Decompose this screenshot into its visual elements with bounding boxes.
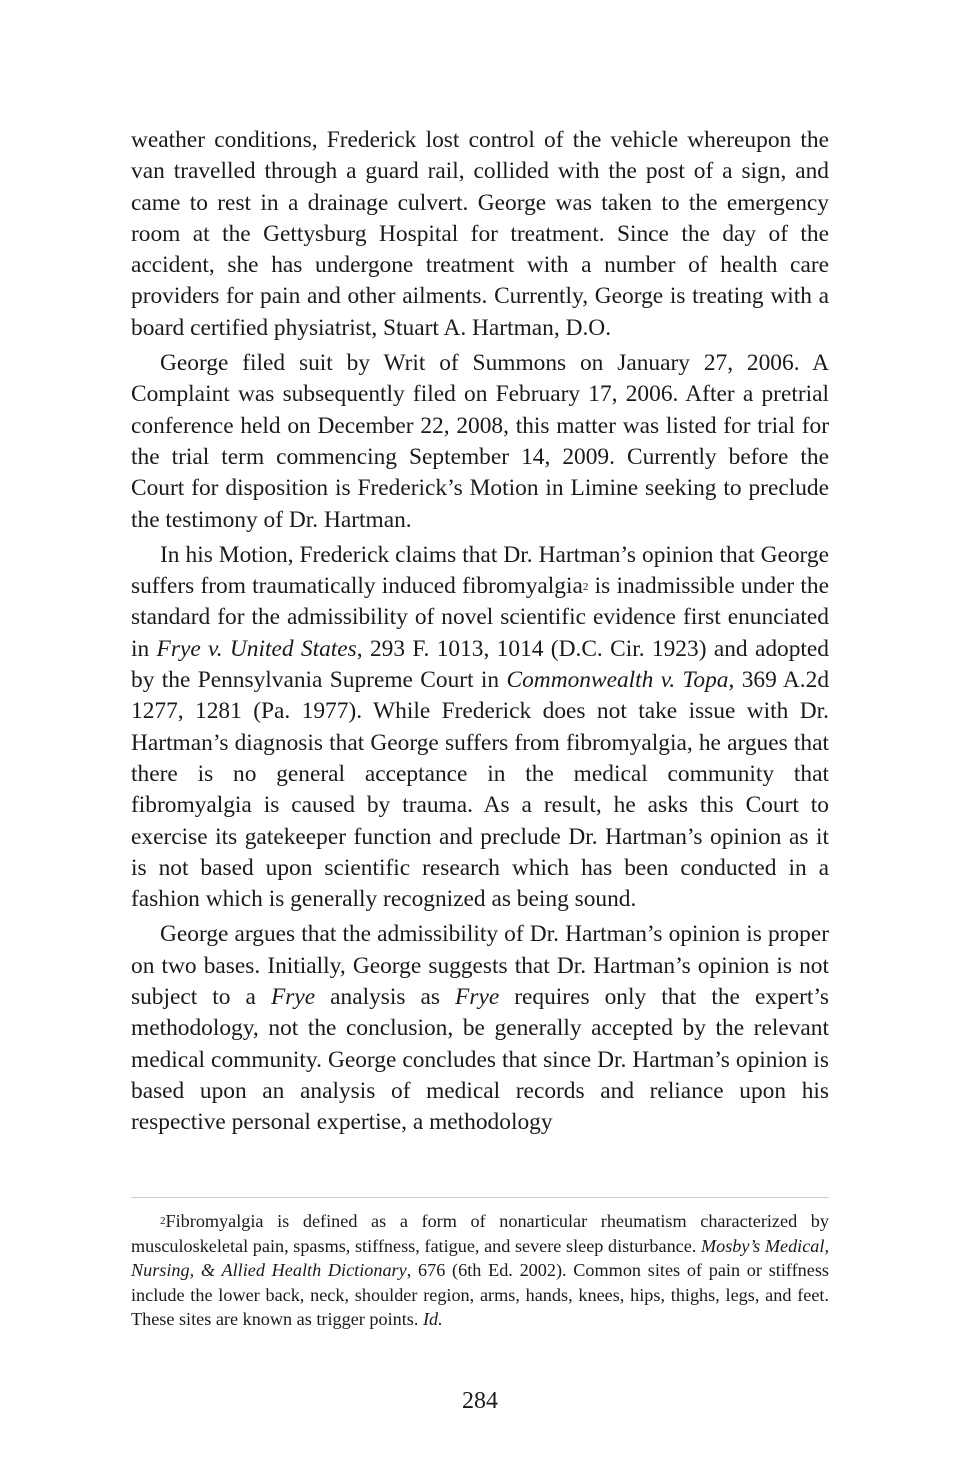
- paragraph-3: [131, 540, 829, 916]
- frye-reference-1: Frye: [270, 984, 316, 1011]
- footnote-text-a: Fibromyalgia is defined as a form of nonarticular rheumatism characterized by musculoskeletal pain, spasms, stiffness, fatigue, and severe sleep disturbance.: [131, 1211, 829, 1256]
- footnote-source: Mosby’s Medical, Nursing, & Allied Health Dictionary: [131, 1235, 829, 1281]
- footnote: [131, 1209, 829, 1332]
- footnote-reference: 2: [582, 581, 589, 594]
- paragraph-4-text-a: George argues that the admissibility of Dr. Hartman’s opinion is proper on two bases. Initially, George suggests that Dr. Hartman’s opinion is not subject to a: [131, 921, 829, 1011]
- footnote-marker: 2: [160, 1215, 166, 1227]
- paragraph-3-text-a: In his Motion, Frederick claims that Dr. Hartman’s opinion that George suffers from traumatically induced fibromyalgia: [131, 541, 829, 600]
- footnote-text-b: , 676 (6th Ed. 2002). Common sites of pain or stiffness include the lower back, neck, shoulder region, arms, hands, knees, hips, thighs, legs, and feet. These sites are known as trigger points.: [131, 1260, 829, 1330]
- paragraph-4: [131, 919, 829, 1138]
- paragraph-3-text-c: , 293 F. 1013, 1014 (D.C. Cir. 1923) and adopted by the Pennsylvania Supreme Court in: [131, 635, 829, 694]
- main-text: [131, 125, 829, 1143]
- frye-reference-2: Frye: [455, 984, 500, 1011]
- paragraph-4-text-c: requires only that the expert’s methodology, not the conclusion, be generally accepted by the relevant medical community. George concludes that since Dr. Hartman’s opinion is based upon an analysis of medical records and reliance upon his respective personal expertise, a methodology: [131, 984, 829, 1136]
- case-citation-topa: Commonwealth v. Topa: [506, 667, 729, 694]
- footnote-id: Id.: [422, 1309, 443, 1330]
- paragraph-1: weather conditions, Frederick lost control of the vehicle whereupon the van travelled through a guard rail, collided with the post of a sign, and came to rest in a drainage culvert. George was taken to the emergency room at the Gettysburg Hospital for treatment. Since the day of the accident, she has undergone treatment with a number of health care providers for pain and other ailments. Currently, George is treating with a board certified physiatrist, Stuart A. Hartman, D.O.: [131, 127, 829, 341]
- paragraph-4-text-b: analysis as: [315, 984, 456, 1011]
- paragraph-3-text-b: is inadmissible under the standard for the admissibility of novel scientific evidence first enunciated in: [131, 573, 829, 662]
- paragraph-3-text-d: , 369 A.2d 1277, 1281 (Pa. 1977). While Frederick does not take issue with Dr. Hartman’s diagnosis that George suffers from fibromyalgia, he argues that there is no general acceptance in the medical community that fibromyalgia is caused by trauma. As a result, he asks this Court to exercise its gatekeeper function and preclude Dr. Hartman’s opinion as it is not based upon scientific research which has been conducted in a fashion which is generally recognized as being sound.: [131, 667, 830, 913]
- page-number: 284: [462, 1388, 498, 1414]
- case-citation-frye: Frye v. United States: [156, 635, 357, 662]
- footnote-divider: [131, 1197, 829, 1198]
- footnote-text: [131, 1209, 829, 1332]
- paragraph-2: George filed suit by Writ of Summons on January 27, 2006. A Complaint was subsequently filed on February 17, 2006. After a pretrial conference held on December 22, 2008, this matter was listed for trial for the trial term commencing September 14, 2009. Currently before the Court for disposition is Frederick’s Motion in Limine seeking to preclude the testimony of Dr. Hartman.: [131, 350, 829, 533]
